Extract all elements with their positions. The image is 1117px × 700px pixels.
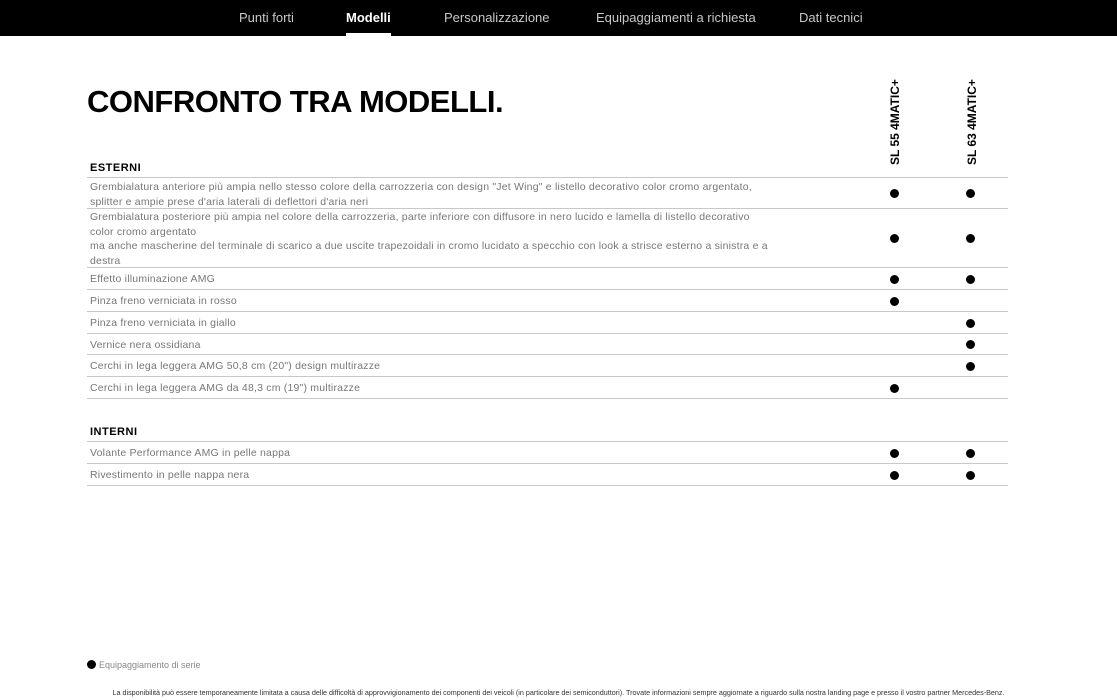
standard-dot-sl55 [890, 297, 899, 306]
nav-item-equipaggiamenti[interactable]: Equipaggiamenti a richiesta [596, 10, 756, 25]
standard-dot-sl63 [966, 275, 975, 284]
nav-item-modelli[interactable]: Modelli [346, 0, 391, 36]
model-header-sl63: SL 63 4MATIC+ [965, 79, 979, 165]
standard-dot-sl55 [890, 449, 899, 458]
feature-line: Pinza freno verniciata in giallo [90, 317, 236, 329]
feature-line: ma anche mascherine del terminale di scarico a due uscite trapezoidali in cromo lucidato a specchio con look a strisce esterno a sinistra e a [90, 240, 768, 253]
feature-line: Rivestimento in pelle nappa nera [90, 469, 250, 481]
section-title-interni: INTERNI [90, 426, 138, 438]
nav-item-personalizzazione[interactable]: Personalizzazione [444, 10, 550, 25]
nav-item-dati-tecnici[interactable]: Dati tecnici [799, 10, 863, 25]
feature-row-text [90, 338, 780, 353]
standard-dot-icon [87, 660, 96, 669]
feature-row-text [90, 294, 780, 309]
feature-line: Volante Performance AMG in pelle nappa [90, 447, 291, 459]
divider [87, 311, 1008, 312]
legend [87, 660, 201, 670]
standard-dot-sl55 [890, 275, 899, 284]
feature-row-text [90, 180, 780, 209]
feature-line: splitter e ampie prese d'aria laterali di deflettori d'aria neri [90, 195, 369, 208]
feature-row-text [90, 210, 780, 268]
divider [87, 441, 1008, 442]
feature-row-text [90, 468, 780, 483]
standard-dot-sl63 [966, 471, 975, 480]
standard-dot-sl63 [966, 340, 975, 349]
divider [87, 398, 1008, 399]
feature-line: destra [90, 254, 121, 267]
feature-line: Grembialatura posteriore più ampia nel colore della carrozzeria, parte inferiore con diffusore in nero lucido e lamella di listello decorativo [90, 211, 750, 223]
standard-dot-sl63 [966, 319, 975, 328]
feature-row-text [90, 381, 780, 396]
divider [87, 463, 1008, 464]
page-title: CONFRONTO TRA MODELLI. [87, 84, 504, 119]
standard-dot-sl55 [890, 234, 899, 243]
footer-disclaimer: La disponibilità può essere temporaneamente limitata a causa delle difficoltà di approvvigionamento dei componenti dei veicoli (in particolare dei semiconduttori). Trovate informazioni sempre aggiornate a riguardo sulla nostra landing page e presso il vostro partner Mercedes-Benz. [112, 688, 1005, 697]
feature-line: Cerchi in lega leggera AMG da 48,3 cm (19") multirazze [90, 382, 361, 394]
divider [87, 267, 1008, 268]
standard-dot-sl63 [966, 189, 975, 198]
standard-dot-sl55 [890, 384, 899, 393]
standard-dot-sl63 [966, 449, 975, 458]
feature-line: Grembialatura anteriore più ampia nello stesso colore della carrozzeria con design "Jet Wing" e listello decorativo color cromo argentato, [90, 181, 752, 193]
feature-row-text [90, 359, 780, 374]
nav-item-punti-forti[interactable]: Punti forti [239, 10, 294, 25]
feature-line: Vernice nera ossidiana [90, 339, 201, 351]
feature-row-text [90, 316, 780, 331]
feature-row-text [90, 446, 780, 461]
divider [87, 289, 1008, 290]
standard-dot-sl55 [890, 189, 899, 198]
standard-dot-sl55 [890, 471, 899, 480]
feature-row-text [90, 272, 780, 287]
divider [87, 354, 1008, 355]
feature-line: Effetto illuminazione AMG [90, 273, 216, 285]
standard-dot-sl63 [966, 362, 975, 371]
feature-line: Cerchi in lega leggera AMG 50,8 cm (20") design multirazze [90, 360, 381, 372]
standard-dot-sl63 [966, 234, 975, 243]
divider [87, 177, 1008, 178]
model-header-sl55: SL 55 4MATIC+ [888, 79, 902, 165]
divider [87, 485, 1008, 486]
section-title-esterni: ESTERNI [90, 162, 142, 174]
legend-label: Equipaggiamento di serie [99, 660, 201, 670]
divider [87, 208, 1008, 209]
divider [87, 333, 1008, 334]
top-navigation [0, 0, 1117, 36]
feature-line: Pinza freno verniciata in rosso [90, 295, 237, 307]
divider [87, 376, 1008, 377]
feature-line: color cromo argentato [90, 225, 197, 238]
